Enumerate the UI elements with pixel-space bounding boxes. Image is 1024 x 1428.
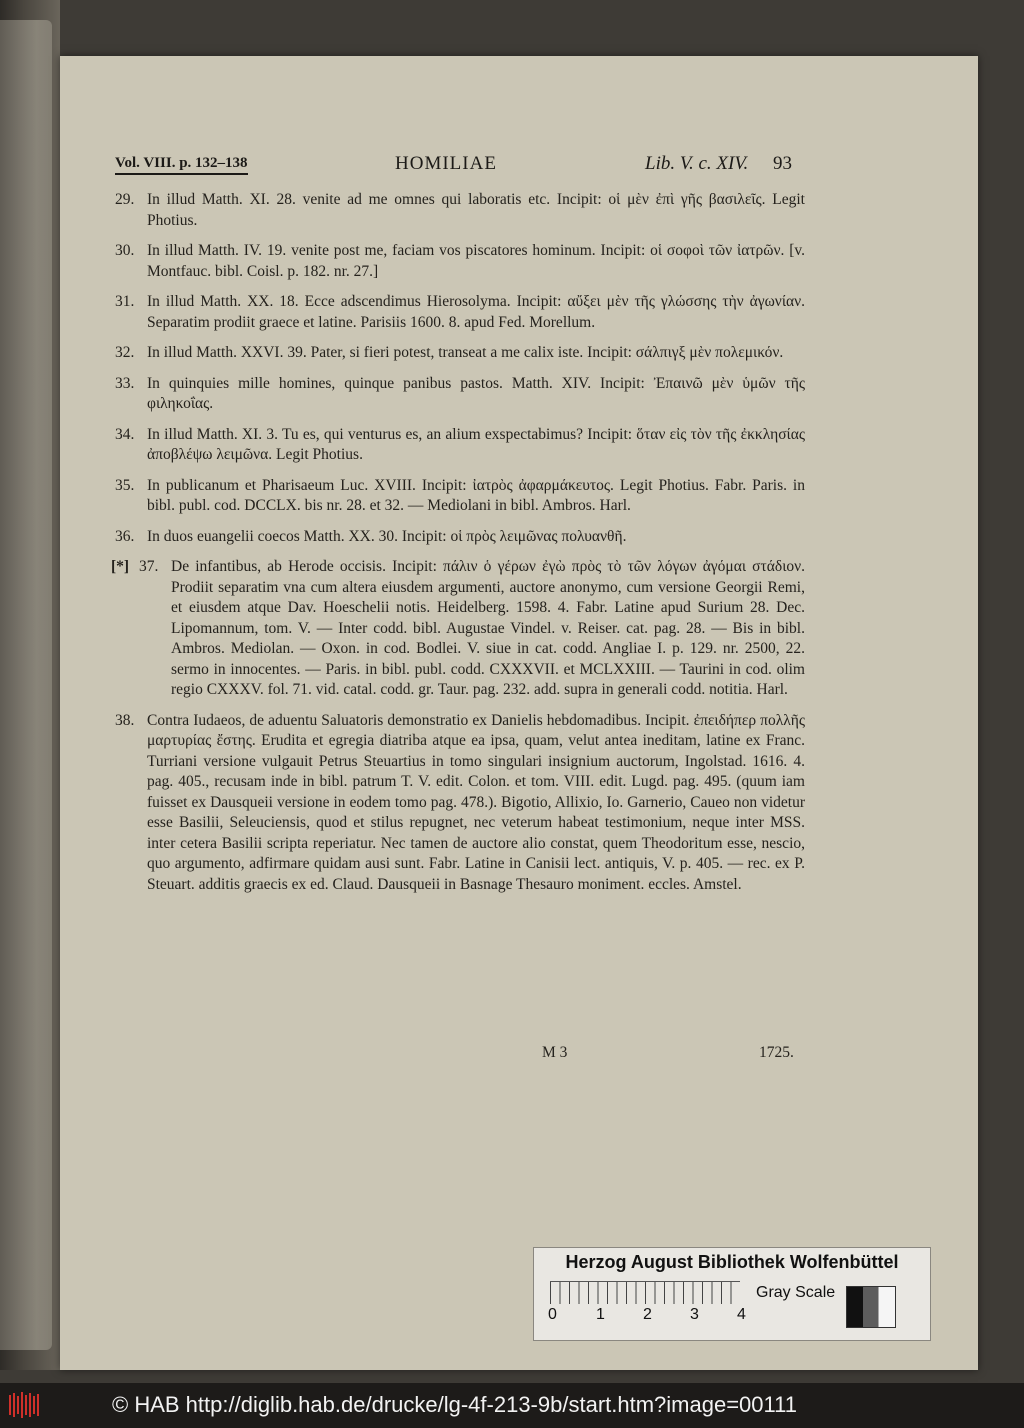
ruler-number: 2: [643, 1306, 652, 1323]
gray-scale-label: Gray Scale: [756, 1284, 836, 1301]
list-item: [115, 190, 805, 231]
ruler-numbers: [548, 1306, 768, 1326]
running-head: [115, 153, 795, 179]
running-head-volume: Vol. VIII. p. 132–138: [115, 155, 248, 175]
list-item: [115, 374, 805, 415]
bracket-mark: [*]: [111, 558, 130, 575]
page-signature: [115, 1044, 805, 1066]
running-head-title: HOMILIAE: [395, 153, 497, 174]
ruler-number: 3: [690, 1306, 699, 1323]
list-item: [111, 557, 805, 701]
entry-number: 36.: [115, 527, 135, 545]
entry-text: In illud Matth. XX. 18. Ecce adscendimus Hierosolyma. Incipit: αὔξει μὲν τῆς γλώσσης τὴν ἀγωνίαν. Separatim prodiit graece et latine. Parisiis 1600. 8. apud Fed. Morellum.: [147, 293, 805, 331]
ruler-number: 1: [596, 1306, 605, 1323]
hab-logo-icon: [8, 1391, 40, 1419]
list-item: [115, 711, 805, 896]
list-item: [115, 527, 805, 548]
running-head-chapter: Lib. V. c. XIV.: [645, 153, 749, 174]
entry-number: 32.: [115, 344, 135, 361]
entry-text: De infantibus, ab Herode occisis. Incipit: πάλιν ὁ γέρων ἐγὼ πρὸς τὸ τῶν λόγων ἀγόμαι στάδιον. Prodiit separatim vna cum altera eiusdem argumenti, auctore anonymo, cum versione Georgii Remi, et eiusdem atque Dav. Hoeschelii notis. Heidelberg. 1598. 4. Fabr. Latine apud Surium 28. Dec. Lipomannum, tom. V. — Inter codd. bibl. Augustae Vindel. v. Reiser. cat. pag. 28. — Bis in bibl. Ambros. Mediolan. — Oxon. in cod. Bodlei. V. siue in cat. codd. Angliae I. p. 129. nr. 2500, 22. sermo in innocentes. — Paris. in bibl. publ. codd. CXXXVII. et MCLXXIII. — Taurini in cod. olim regio CXXXV. fol. 71. vid. catal. codd. gr. Taur. pag. 232. add. supra in generali codd. notitia. Harl.: [171, 558, 805, 698]
entry-number: 29.: [115, 191, 135, 208]
measurement-ruler: [550, 1281, 740, 1304]
entry-number: 33.: [115, 374, 135, 392]
ruler-number: 0: [548, 1306, 557, 1323]
entry-number: 31.: [115, 293, 135, 310]
entry-text: In duos euangelii coecos Matth. XX. 30. Incipit: οἱ πρὸς λειμῶνας πολυανθῆ.: [147, 527, 627, 545]
entry-number: 37.: [139, 558, 159, 575]
list-item: [115, 292, 805, 333]
entry-text: In illud Matth. XI. 28. venite ad me omnes qui laboratis etc. Incipit: οἱ μὲν ἐπὶ γῆς βασιλεῖς. Legit Photius.: [147, 191, 805, 229]
catchword: 1725.: [759, 1044, 794, 1061]
entry-number: 30.: [115, 242, 135, 259]
footer-url-text: © HAB http://diglib.hab.de/drucke/lg-4f-213-9b/start.htm?image=00111: [112, 1392, 797, 1417]
library-color-card: [533, 1247, 931, 1341]
adjacent-page-edge: [0, 20, 52, 1350]
signature-mark: M 3: [542, 1044, 568, 1061]
entry-number: 34.: [115, 425, 135, 443]
gray-scale-swatch: [846, 1286, 896, 1328]
list-item: [115, 343, 805, 364]
entry-number: 35.: [115, 476, 135, 494]
list-item: [115, 476, 805, 517]
homily-list: [111, 190, 805, 905]
list-item: [115, 241, 805, 282]
footer-bar: [0, 1383, 1024, 1428]
entry-text: In illud Matth. IV. 19. venite post me, faciam vos piscatores hominum. Incipit: οἱ σοφοὶ τῶν ἰατρῶν. [v. Montfauc. bibl. Coisl. p. 182. nr. 27.]: [147, 242, 805, 280]
entry-text: Contra Iudaeos, de aduentu Saluatoris demonstratio ex Danielis hebdomadibus. Incipit. ἐπειδήπερ πολλῆς μαρτυρίας ἔστης. Erudita et egregia diatriba atque ea ipsa, quam, velut antea ineditam, latine ex Franc. Turriani versione vulgauit Petrus Steuartius in tomo singulari insignium auctorum, Ingolstad. 1616. 4. pag. 405., recusam inde in bibl. patrum T. V. edit. Colon. et tom. VIII. edit. Lugd. pag. 495. (quum iam fuisset ex Dausqueii versione in eodem tomo pag. 478.). Bigotio, Allixio, Io. Garnerio, Caueo non videtur esse Basilii, Seleuciensis, quod et stilus repugnet, nec veterum habeat testimonium, neque inter MSS. inter cetera Basilii scripta reperiatur. Nec tamen de auctore alio constat, quem Theodoritum esse, nescio, quo argumento, adfirmare quidam ausi sunt. Fabr. Latine in Canisii lect. antiquis, V. p. 405. — rec. ex P. Steuart. additis graecis ex ed. Claud. Dausqueii in Basnage Thesauro moniment. eccles. Amstel.: [147, 711, 805, 893]
entry-text: In illud Matth. XI. 3. Tu es, qui venturus es, an alium exspectabimus? Incipit: ὅταν εἰς τὸν τῆς ἐκκλησίας ἀποβλέψω λειμῶνα. Legit Photius.: [147, 425, 805, 463]
ruler-number: 4: [737, 1306, 746, 1323]
entry-text: In publicanum et Pharisaeum Luc. XVIII. Incipit: ἰατρὸς ἀφαρμάκευτος. Legit Photius. Fabr. Paris. in bibl. publ. cod. DCCLX. bis nr. 28. et 32. — Mediolani in bibl. Ambros. Harl.: [147, 476, 805, 514]
entry-number: 38.: [115, 711, 135, 729]
entry-text: In quinquies mille homines, quinque panibus pastos. Matth. XIV. Incipit: Ἐπαινῶ μὲν ὑμῶν τῆς φιληκοΐας.: [147, 374, 805, 412]
page-number: 93: [773, 153, 792, 174]
entry-text: In illud Matth. XXVI. 39. Pater, si fieri potest, transeat a me calix iste. Incipit: σάλπιγξ μὲν πολεμικόν.: [147, 344, 784, 361]
list-item: [115, 425, 805, 466]
library-name: Herzog August Bibliothek Wolfenbüttel: [565, 1252, 899, 1272]
